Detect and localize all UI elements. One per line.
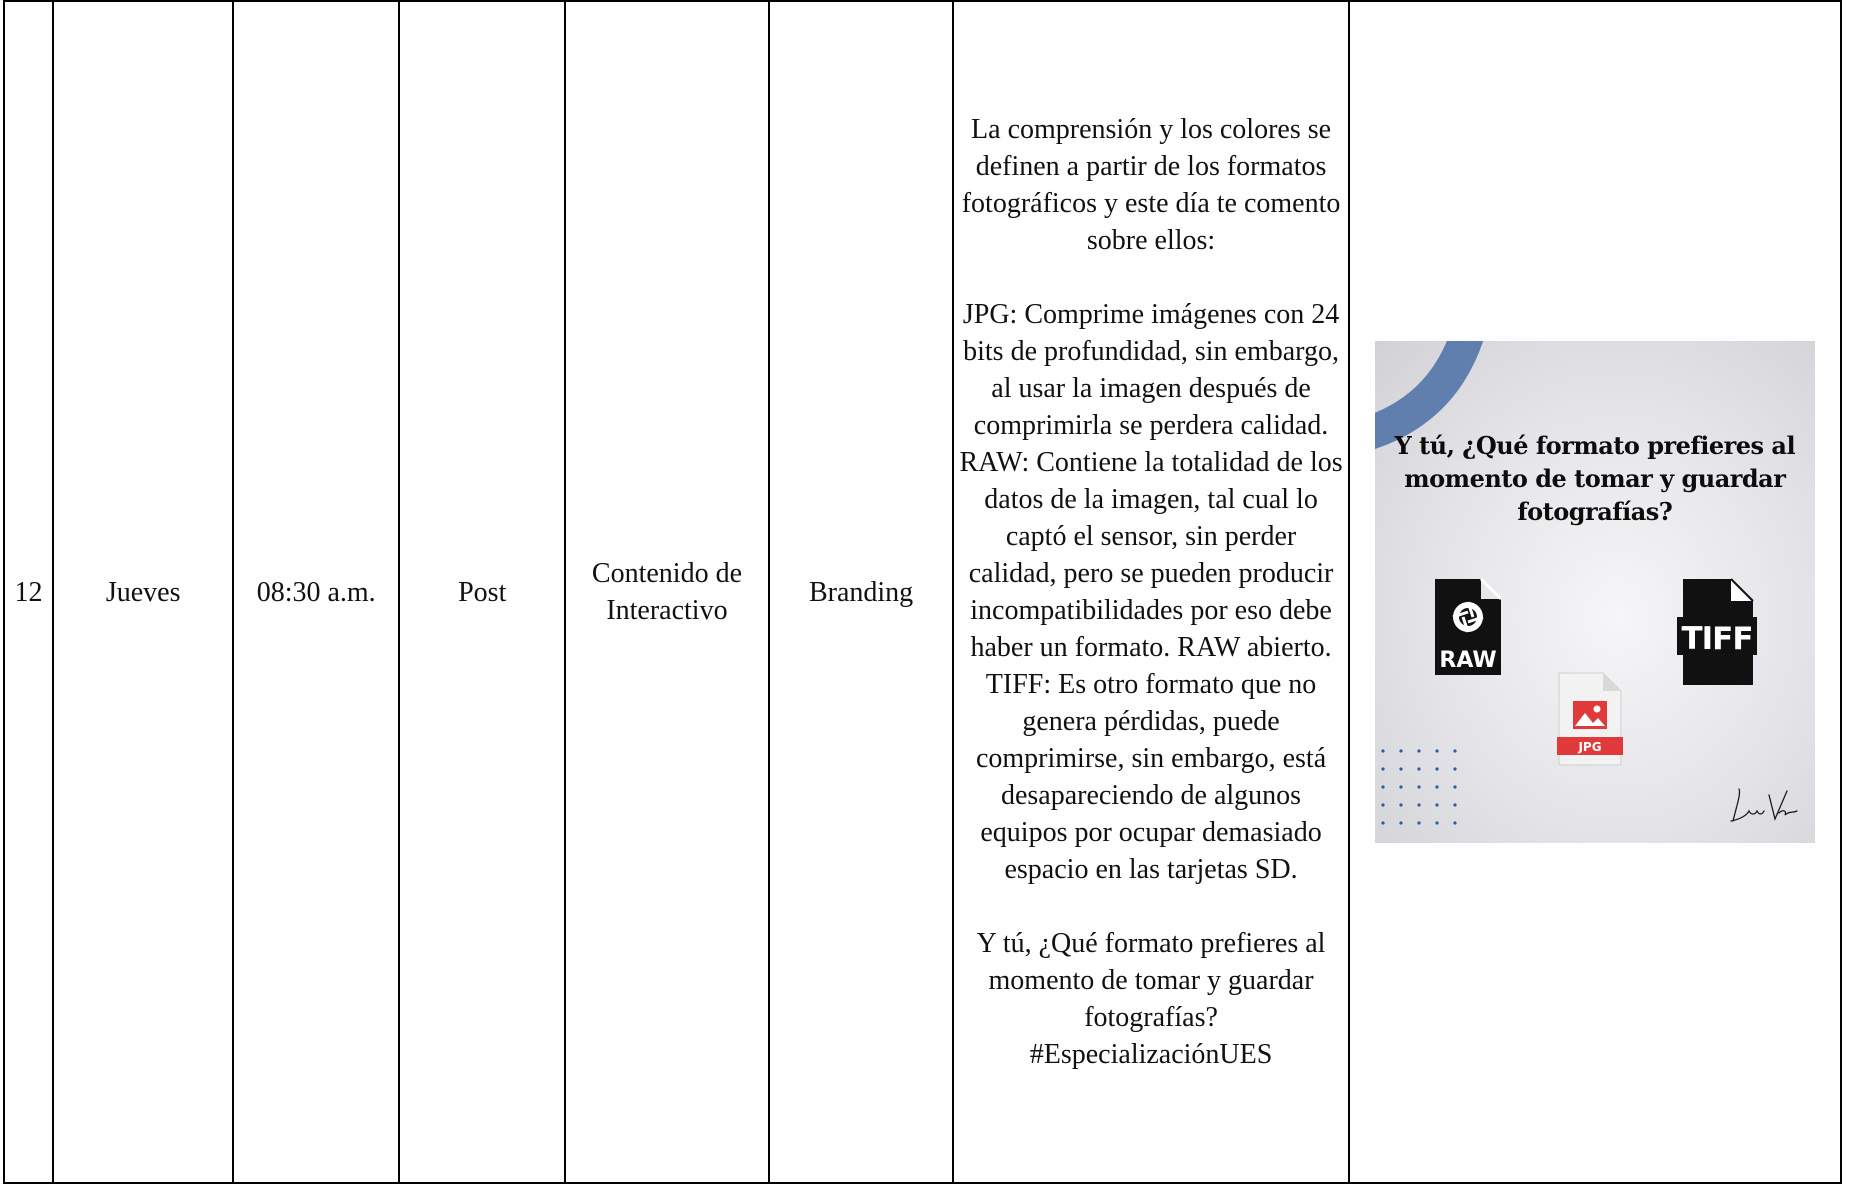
- time-cell: 08:30 a.m.: [233, 1, 399, 1183]
- svg-text:RAW: RAW: [1439, 648, 1497, 673]
- description-hashtag: #EspecializaciónUES: [1029, 1039, 1273, 1070]
- raw-file-icon: [1433, 577, 1503, 677]
- format-cell: Post: [399, 1, 565, 1183]
- description-question: Y tú, ¿Qué formato prefieres al momento de tomar y guardar fotografías?: [976, 928, 1326, 1033]
- svg-text:JPG: JPG: [1578, 740, 1602, 754]
- post-question-text: Y tú, ¿Qué formato prefieres al momento de tomar y guardar fotografías?: [1394, 431, 1796, 526]
- svg-text:TIFF: TIFF: [1681, 621, 1753, 657]
- post-image: [1375, 341, 1815, 843]
- jpg-image-file-icon: [1553, 671, 1627, 767]
- tiff-file-icon: [1677, 577, 1757, 687]
- image-cell: [1349, 1, 1841, 1183]
- description-cell: [953, 1, 1348, 1183]
- schedule-table: [3, 0, 1842, 1184]
- category-cell: Branding: [769, 1, 954, 1183]
- day-cell: Jueves: [53, 1, 233, 1183]
- description-jpg: JPG: Comprime imágenes con 24 bits de profundidad, sin embargo, al usar la imagen después de comprimirla se perdera calidad.: [962, 299, 1340, 441]
- content-type-cell: Contenido de Interactivo: [565, 1, 768, 1183]
- table-row: [4, 1, 1841, 1183]
- row-number: 12: [4, 1, 53, 1183]
- signature-logo: [1727, 785, 1801, 829]
- description-raw-tiff: RAW: Contiene la totalidad de los datos de la imagen, tal cual lo captó el sensor, sin perder calidad, pero se pueden producir incompatibilidades por eso debe haber un formato. RAW abierto. TIFF: Es otro formato que no genera pérdidas, puede comprimirse, sin embargo, está desapareciendo de algunos equipos por ocupar demasiado espacio en las tarjetas SD.: [959, 447, 1343, 885]
- paragraph-gap: [958, 888, 1343, 925]
- dots-decoration: [1375, 741, 1475, 841]
- paragraph-gap: [958, 259, 1343, 296]
- description-intro: La comprensión y los colores se definen a partir de los formatos fotográficos y este día te comento sobre ellos:: [961, 114, 1341, 256]
